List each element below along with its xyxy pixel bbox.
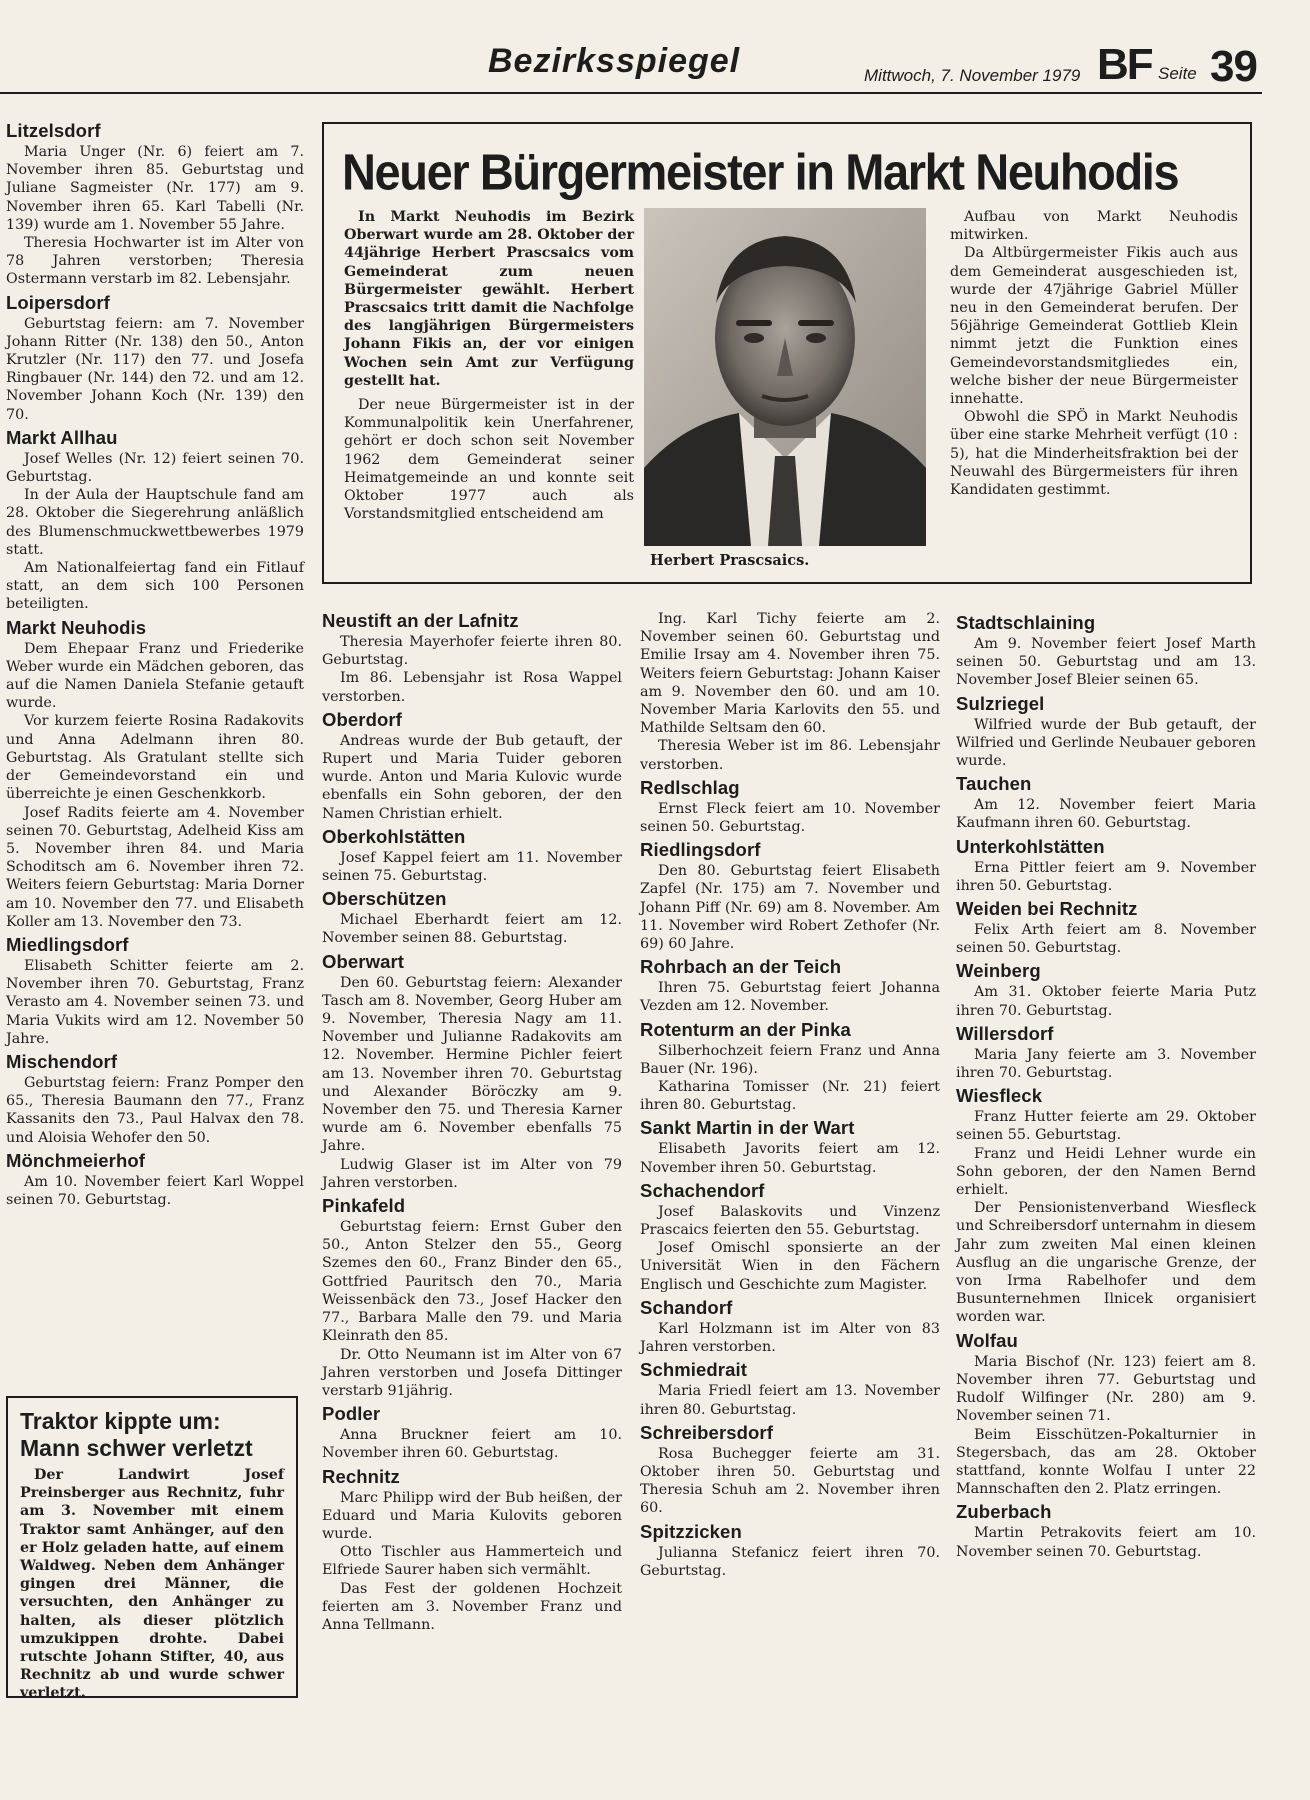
entry-heading: Tauchen [956,773,1032,795]
entry-mischendorf [6,1051,304,1147]
entry-heading: Loipersdorf [6,291,110,313]
entry-text: Theresia Weber ist im 86. Lebensjahr verstorben. [640,738,940,773]
entry-text: Franz Hutter feierte am 29. Oktober seinen 55. Geburtstag. [956,1109,1256,1144]
entry-text: Dr. Otto Neumann ist im Alter von 67 Jahren verstorben und Josefa Dittinger verstarb 91jährig. [322,1346,622,1399]
entry-schandorf [640,1297,940,1356]
entry-text: Silberhochzeit feiern Franz und Anna Bauer (Nr. 196). [640,1042,940,1077]
entry-oberkohlstaetten [322,826,622,885]
entry-text: Julianna Stefanicz feiert ihren 70. Geburtstag. [640,1544,940,1579]
entry-text: Vor kurzem feierte Rosina Radakovits und Anna Adelmann ihren 80. Geburtstag. Als Gratulant stellte sich der Gemeindevorstand ein und überreichte je einen Geschenkkorb. [6,713,304,803]
entry-text: Am 10. November feiert Karl Woppel seinen 70. Geburtstag. [6,1173,304,1208]
entry-litzelsdorf [6,120,304,289]
mayor-portrait-image [644,208,926,546]
entry-text: Am Nationalfeiertag fand ein Fitlauf statt, an dem sich 100 Personen beteiligten. [6,560,304,613]
entry-text: Marc Philipp wird der Bub heißen, der Eduard und Maria Kulovits geboren wurde. [322,1489,622,1542]
page-label: Seite [1158,64,1197,83]
entry-unterkohlstaetten [956,836,1256,895]
entry-text: Ihren 75. Geburtstag feiert Johanna Vezden am 12. November. [640,980,940,1015]
page-number: 39 [1210,42,1257,91]
masthead [0,0,1310,96]
entry-text: Josef Welles (Nr. 12) feiert seinen 70. Geburtstag. [6,450,304,486]
entry-text: Elisabeth Javorits feiert am 12. November ihren 50. Geburtstag. [640,1141,940,1176]
entry-text: Ludwig Glaser ist im Alter von 79 Jahren verstorben. [322,1156,622,1191]
entry-text: Den 80. Geburtstag feiert Elisabeth Zapfel (Nr. 175) am 7. November und Johann Piff (Nr. 69) am 8. November. Am 11. November wird Robert Zethofer (Nr. 69) 60 Jahre. [640,863,940,953]
entry-text: Karl Holzmann ist im Alter von 83 Jahren verstorben. [640,1320,940,1356]
masthead-rule [0,92,1262,94]
entry-text: Josef Balaskovits und Vinzenz Prascaics feierten den 55. Geburtstag. [640,1203,940,1239]
newspaper-logo: BF [1097,40,1152,89]
entry-heading: Schreibersdorf [640,1421,773,1443]
article-lead: In Markt Neuhodis im Bezirk Oberwart wurde am 28. Oktober der 44jährige Herbert Prascsaics vom Gemeinderat zum neuen Bürgermeister gewählt. Herbert Prascsaics tritt damit die Nachfolge des langjährigen Bürgermeisters Johann Fikis an, der vor einigen Wochen sein Amt zur Verfügung gestellt hat. [344,209,635,389]
article-headline: Neuer Bürgermeister in Markt Neuhodis [342,143,1179,201]
entry-oberschuetzen [322,888,622,947]
entry-text: Josef Radits feierte am 4. November seinen 70. Geburtstag, Adelheid Kiss am 5. November ihren 84. und Maria Schoditsch am 6. November ihren 72. Weiters feiern Geburtstag: Maria Dorner am 10. November den 77. und Elisabeth Koller am 13. November den 73. [6,804,304,930]
entry-zuberbach [956,1501,1256,1560]
entry-neustift [322,610,622,706]
entry-miedlingsdorf [6,934,304,1048]
entry-heading: Weinberg [956,960,1041,982]
entry-rechnitz-continued [640,610,940,774]
entry-text: Dem Ehepaar Franz und Friederike Weber wurde ein Mädchen geboren, das auf die Namen Daniela Stefanie getauft wurde. [6,640,304,712]
entry-text: Der Pensionistenverband Wiesfleck und Schreibersdorf unternahm in diesem Jahr zum zweiten Mal einen kleinen Ausflug an die ungarische Grenze, der von Irma Rabelhofer und dem Busunternehmen Ilnicek organisiert worden war. [956,1200,1256,1326]
entry-heading: Mischendorf [6,1050,118,1072]
entry-sankt-martin [640,1117,940,1176]
entry-rohrbach [640,956,940,1015]
entry-oberwart [322,951,622,1192]
entry-text: Felix Arth feiert am 8. November seinen 50. Geburtstag. [956,922,1256,957]
entry-rotenturm [640,1019,940,1115]
entry-text: Am 12. November feiert Maria Kaufmann ihren 60. Geburtstag. [956,797,1256,832]
entry-heading: Mönchmeierhof [6,1149,146,1171]
entry-heading: Riedlingsdorf [640,839,761,861]
entry-spitzzicken [640,1521,940,1580]
entry-text: Geburtstag feiern: Franz Pomper den 65., Theresia Baumann den 77., Franz Kassanits den 73., Paul Halvax den 78. und Aloisia Wehofer den 50. [6,1074,304,1146]
entry-heading: Wolfau [956,1329,1018,1351]
entry-text: Geburtstag feiern: am 7. November Johann Ritter (Nr. 138) den 50., Anton Krutzler (Nr. 117) den 77. und Josefa Ringbauer (Nr. 144) den 72. und am 12. November Johann Koch (Nr. 139) den 70. [6,315,304,423]
entry-text: Maria Friedl feiert am 13. November ihren 80. Geburtstag. [640,1383,940,1418]
entry-tauchen [956,773,1256,832]
accident-box [6,1396,298,1702]
article-continuation [950,208,1238,499]
article-body: Der neue Bürgermeister ist in der Kommunalpolitik kein Unerfahrener, gehört er doch schon seit November 1962 dem Gemeinderat seiner Heimatgemeinde an und konnte seit Oktober 1977 auch als Vorstandsmitglied entscheidend am [344,397,634,523]
entry-heading: Sankt Martin in der Wart [640,1117,855,1139]
entry-heading: Schmiedrait [640,1359,747,1381]
entry-heading: Markt Allhau [6,426,118,448]
entry-text: Maria Unger (Nr. 6) feiert am 7. November ihren 85. Geburtstag und Juliane Sagmeister (Nr. 177) am 9. November ihren 65. Karl Tabelli (Nr. 139) wurde am 1. November 55 Jahre. [6,144,304,233]
entry-text: Anna Bruckner feiert am 10. November ihren 60. Geburtstag. [322,1427,622,1462]
entry-moenchmeierhof [6,1150,304,1209]
entry-heading: Unterkohlstätten [956,835,1105,857]
entry-pinkafeld [322,1195,622,1400]
entry-heading: Pinkafeld [322,1195,406,1217]
entry-heading: Litzelsdorf [6,120,101,141]
entry-heading: Spitzzicken [640,1520,742,1542]
column-3 [640,610,940,1583]
entry-markt-neuhodis [6,617,304,931]
article-text: Obwohl die SPÖ in Markt Neuhodis über eine starke Mehrheit verfügt (10 : 5), hat die Minderheitsfraktion bei der Neuwahl des Bürgermeisters für ihren Kandidaten gestimmt. [950,409,1238,499]
entry-heading: Weiden bei Rechnitz [956,898,1138,920]
entry-text: In der Aula der Hauptschule fand am 28. Oktober die Siegerehrung anläßlich des Blumenschmuckwettbewerbes 1979 statt. [6,487,304,558]
entry-redlschlag [640,777,940,836]
column-2 [322,610,622,1637]
entry-sulzriegel [956,693,1256,771]
entry-stadtschlaining [956,612,1256,690]
entry-text: Franz und Heidi Lehner wurde ein Sohn geboren, der den Namen Bernd erhielt. [956,1145,1256,1199]
entry-heading: Miedlingsdorf [6,933,129,955]
entry-text: Theresia Hochwarter ist im Alter von 78 Jahren verstorben; Theresia Ostermann verstarb im 82. Lebensjahr. [6,235,304,288]
entry-heading: Oberkohlstätten [322,825,466,847]
mayor-article [322,122,1252,584]
entry-text: Das Fest der goldenen Hochzeit feierten am 3. November Franz und Anna Tellmann. [322,1580,622,1633]
accident-text: Der Landwirt Josef Preinsberger aus Rechnitz, fuhr am 3. November mit einem Traktor samt Anhänger, auf den er Holz geladen hatte, auf einem Waldweg. Neben dem Anhänger gingen drei Männer, die versuchten, den Anhänger zu halten, als dieser plötzlich umzukippen drohte. Dabei rutschte Johann Stifter, 40, aus Rechnitz ab und wurde schwer verletzt. [20,1467,284,1702]
entry-text: Theresia Mayerhofer feierte ihren 80. Geburtstag. [322,634,622,669]
entry-heading: Markt Neuhodis [6,616,147,638]
entry-heading: Rohrbach an der Teich [640,956,842,978]
entry-heading: Podler [322,1403,381,1425]
entry-text: Maria Bischof (Nr. 123) feiert am 8. November ihren 77. Geburtstag und Rudolf Wilfinger (Nr. 280) am 9. November seinen 71. [956,1353,1256,1425]
entry-heading: Rechnitz [322,1465,400,1487]
entry-loipersdorf [6,292,304,424]
entry-schmiedrait [640,1359,940,1418]
entry-text: Michael Eberhardt feiert am 12. November seinen 88. Geburtstag. [322,912,622,947]
entry-text: Ing. Karl Tichy feierte am 2. November seinen 60. Geburtstag und Emilie Irsay am 4. November ihren 75. Weiters feiern Geburtstag: Johann Kaiser am 9. November den 60. und am 10. November Maria Karlovits den 55. und Mathilde Seltsam den 60. [640,611,940,737]
entry-heading: Rotenturm an der Pinka [640,1018,851,1040]
entry-text: Otto Tischler aus Hammerteich und Elfriede Saurer haben sich vermählt. [322,1544,622,1579]
entry-podler [322,1403,622,1462]
entry-text: Am 31. Oktober feierte Maria Putz ihren 70. Geburtstag. [956,984,1256,1019]
photo-caption: Herbert Prascsaics. [650,552,810,569]
article-text: Aufbau von Markt Neuhodis mitwirken. [950,209,1238,244]
entry-heading: Zuberbach [956,1501,1052,1523]
entry-heading: Stadtschlaining [956,612,1096,633]
entry-heading: Sulzriegel [956,692,1045,714]
entry-rechnitz [322,1466,622,1635]
entry-text: Katharina Tomisser (Nr. 21) feiert ihren 80. Geburtstag. [640,1079,940,1114]
entry-heading: Oberwart [322,950,405,972]
entry-wiesfleck [956,1085,1256,1326]
entry-text: Den 60. Geburtstag feiern: Alexander Tasch am 8. November, Georg Huber am 9. November, Theresia Nagy am 11. November und Julianne Radakovits am 12. November. Hermine Pichler feiert am 13. November ihren 70. Geburtstag und Alexander Böröczky am 9. November den 75. und Theresia Karner wurde am 6. November ebenfalls 75 Jahre. [322,974,622,1155]
entry-text: Martin Petrakovits feiert am 10. November seinen 70. Geburtstag. [956,1525,1256,1560]
section-title: Bezirksspiegel [488,42,741,80]
entry-text: Maria Jany feierte am 3. November ihren 70. Geburtstag. [956,1046,1256,1082]
accident-title: Traktor kippte um: Mann schwer verletzt [20,1408,253,1461]
entry-heading: Schachendorf [640,1179,765,1201]
entry-text: Ernst Fleck feiert am 10. November seinen 50. Geburtstag. [640,800,940,836]
entry-text: Andreas wurde der Bub getauft, der Rupert und Maria Tuider geboren wurde. Anton und Maria Kulovic wurde ebenfalls ein Sohn geboren, der den Namen Christian erhielt. [322,732,622,822]
column-1 [6,120,304,1212]
entry-heading: Oberdorf [322,708,402,730]
entry-weinberg [956,960,1256,1019]
entry-wolfau [956,1330,1256,1499]
entry-markt-allhau [6,427,304,614]
entry-text: Elisabeth Schitter feierte am 2. November ihren 70. Geburtstag, Franz Verasto am 4. November seinen 73. und Maria Vukits wird am 12. November 50 Jahre. [6,957,304,1047]
article-lead-column [344,208,634,523]
entry-heading: Willersdorf [956,1022,1054,1044]
issue-date: Mittwoch, 7. November 1979 [864,66,1081,85]
entry-text: Rosa Buchegger feierte am 31. Oktober ihren 50. Geburtstag und Theresia Schuh am 2. November ihren 60. [640,1445,940,1517]
entry-heading: Wiesfleck [956,1085,1043,1107]
entry-text: Beim Eisschützen-Pokalturnier in Stegersbach, das am 28. Oktober stattfand, konnte Wolfau I unter 22 Mannschaften den 2. Platz erringen. [956,1426,1256,1498]
entry-weiden [956,898,1256,957]
entry-text: Josef Omischl sponsierte an der Universität Wien in den Fächern Englisch und Geschichte zum Magister. [640,1240,940,1293]
entry-willersdorf [956,1023,1256,1082]
entry-schreibersdorf [640,1422,940,1518]
entry-text: Im 86. Lebensjahr ist Rosa Wappel verstorben. [322,670,622,705]
entry-text: Josef Kappel feiert am 11. November seinen 75. Geburtstag. [322,849,622,885]
entry-schachendorf [640,1180,940,1294]
entry-heading: Redlschlag [640,776,740,798]
entry-text: Am 9. November feiert Josef Marth seinen 50. Geburtstag und am 13. November Josef Bleier seinen 65. [956,636,1256,689]
article-text: Da Altbürgermeister Fikis auch aus dem Gemeinderat ausgeschieden ist, wurde der 47jährige Gabriel Müller neu in den Gemeinderat berufen. Der 56jährige Gemeinderat Gottlieb Klein nimmt jetzt die Funktion eines Gemeindevorstandsmitgliedes ein, welche bisher der neue Bürgermeister innehatte. [950,245,1238,408]
column-4 [956,612,1256,1564]
entry-text: Wilfried wurde der Bub getauft, der Wilfried und Gerlinde Neubauer geboren wurde. [956,716,1256,770]
entry-text: Geburtstag feiern: Ernst Guber den 50., Anton Stelzer den 55., Georg Szemes den 60., Franz Binder den 65., Gottfried Pauritsch den 70., Maria Weissenbäck den 73., Josef Hacker den 77., Barbara Malle den 79. und Maria Kleinrath den 85. [322,1219,622,1345]
entry-heading: Oberschützen [322,888,447,910]
entry-heading: Schandorf [640,1296,733,1318]
entry-riedlingsdorf [640,839,940,953]
entry-oberdorf [322,709,622,823]
entry-heading: Neustift an der Lafnitz [322,610,519,631]
entry-text: Erna Pittler feiert am 9. November ihren 50. Geburtstag. [956,859,1256,894]
